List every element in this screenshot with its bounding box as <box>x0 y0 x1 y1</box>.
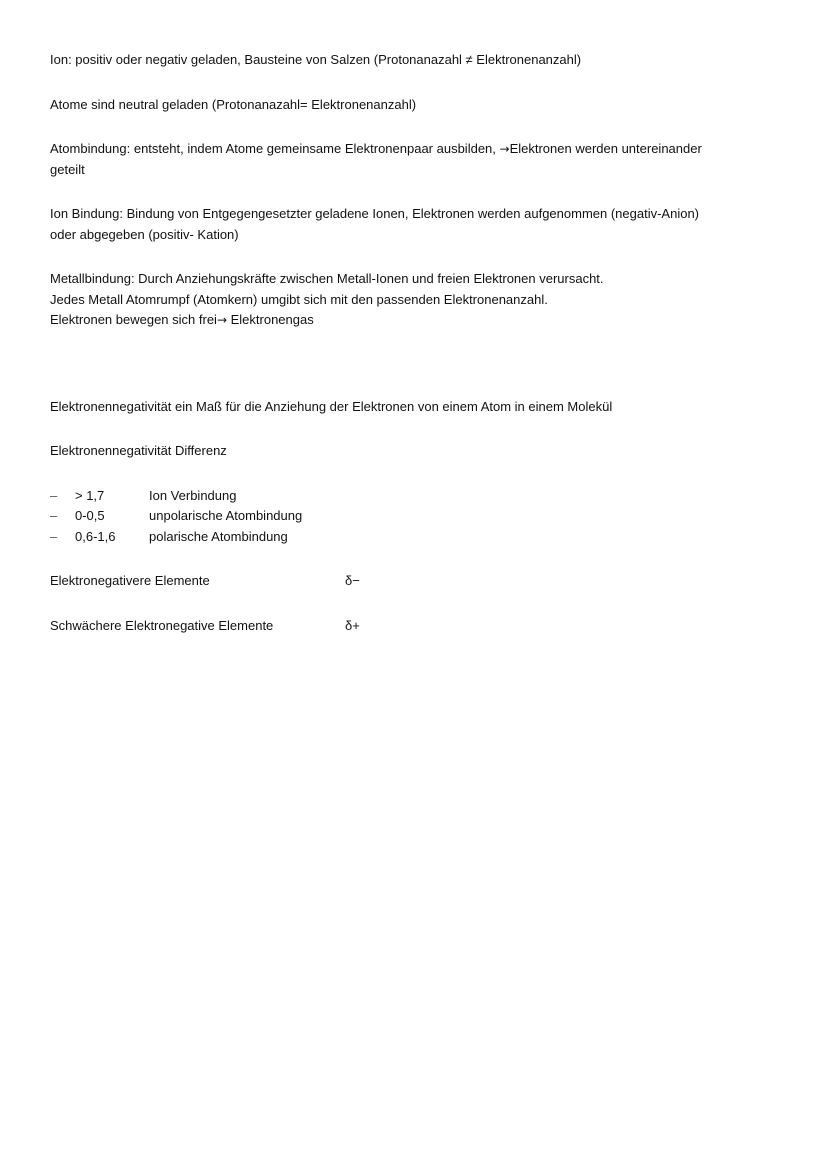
metallbindung-text-2: Jedes Metall Atomrumpf (Atomkern) umgibt sich mit den passenden Elektronenanzahl. <box>50 291 548 307</box>
dash-bullet: – <box>50 528 58 544</box>
partial-charge-symbol: δ− <box>345 573 360 588</box>
partial-charge-label: Schwächere Elektronegative Elemente <box>50 617 274 633</box>
electronegativity-difference-heading: Elektronennegativität Differenz <box>50 443 227 458</box>
arrow-right-icon: → <box>499 142 510 156</box>
metallbindung-text-1: Metallbindung: Durch Anziehungskräfte zwischen Metall-Ionen und freien Elektronen verursacht. <box>50 271 604 286</box>
list-item <box>50 506 790 527</box>
partial-charge-row <box>50 616 790 637</box>
electronegativity-definition: Elektronennegativität ein Maß für die Anziehung der Elektronen von einem Atom in einem Molekül <box>50 398 613 414</box>
dash-bullet: – <box>50 508 58 523</box>
dash-bullet: – <box>50 487 58 503</box>
list-item <box>50 527 790 548</box>
partial-charge-row <box>50 571 790 592</box>
atombindung-paragraph <box>50 139 790 180</box>
atom-neutral-statement: Atome sind neutral geladen (Protonanazahl= Elektronenanzahl) <box>50 96 417 112</box>
list-item-value: 0-0,5 <box>75 508 105 523</box>
list-item-label: polarische Atombindung <box>149 528 288 544</box>
list-item-label: unpolarische Atombindung <box>149 508 303 523</box>
atombindung-text-1: Atombindung: entsteht, indem Atome gemeinsame Elektronenpaar ausbilden, <box>50 141 500 156</box>
ionbindung-paragraph <box>50 204 790 245</box>
metallbindung-text-3b: Elektronengas <box>227 312 314 327</box>
partial-charge-symbol: δ+ <box>345 617 360 633</box>
atombindung-text-2: Elektronen werden untereinander <box>509 141 702 156</box>
arrow-right-icon: → <box>216 313 227 327</box>
atombindung-text-3: geteilt <box>50 161 85 177</box>
partial-charge-label: Elektronegativere Elemente <box>50 573 210 588</box>
ionbindung-text-1: Ion Bindung: Bindung von Entgegengesetzter geladene Ionen, Elektronen werden aufgenommen (negativ-Anion) <box>50 206 700 221</box>
list-item-label: Ion Verbindung <box>149 487 237 503</box>
metallbindung-paragraph <box>50 269 790 331</box>
list-item-value: 0,6-1,6 <box>75 528 116 544</box>
list-item <box>50 486 790 507</box>
ion-definition: Ion: positiv oder negativ geladen, Bausteine von Salzen (Protonanazahl ≠ Elektronenanzahl) <box>50 52 582 67</box>
ionbindung-text-2: oder abgegeben (positiv- Kation) <box>50 226 239 242</box>
metallbindung-text-3a: Elektronen bewegen sich frei <box>50 312 217 327</box>
list-item-value: > 1,7 <box>75 487 105 503</box>
document-page <box>50 50 790 636</box>
difference-list <box>50 486 790 548</box>
